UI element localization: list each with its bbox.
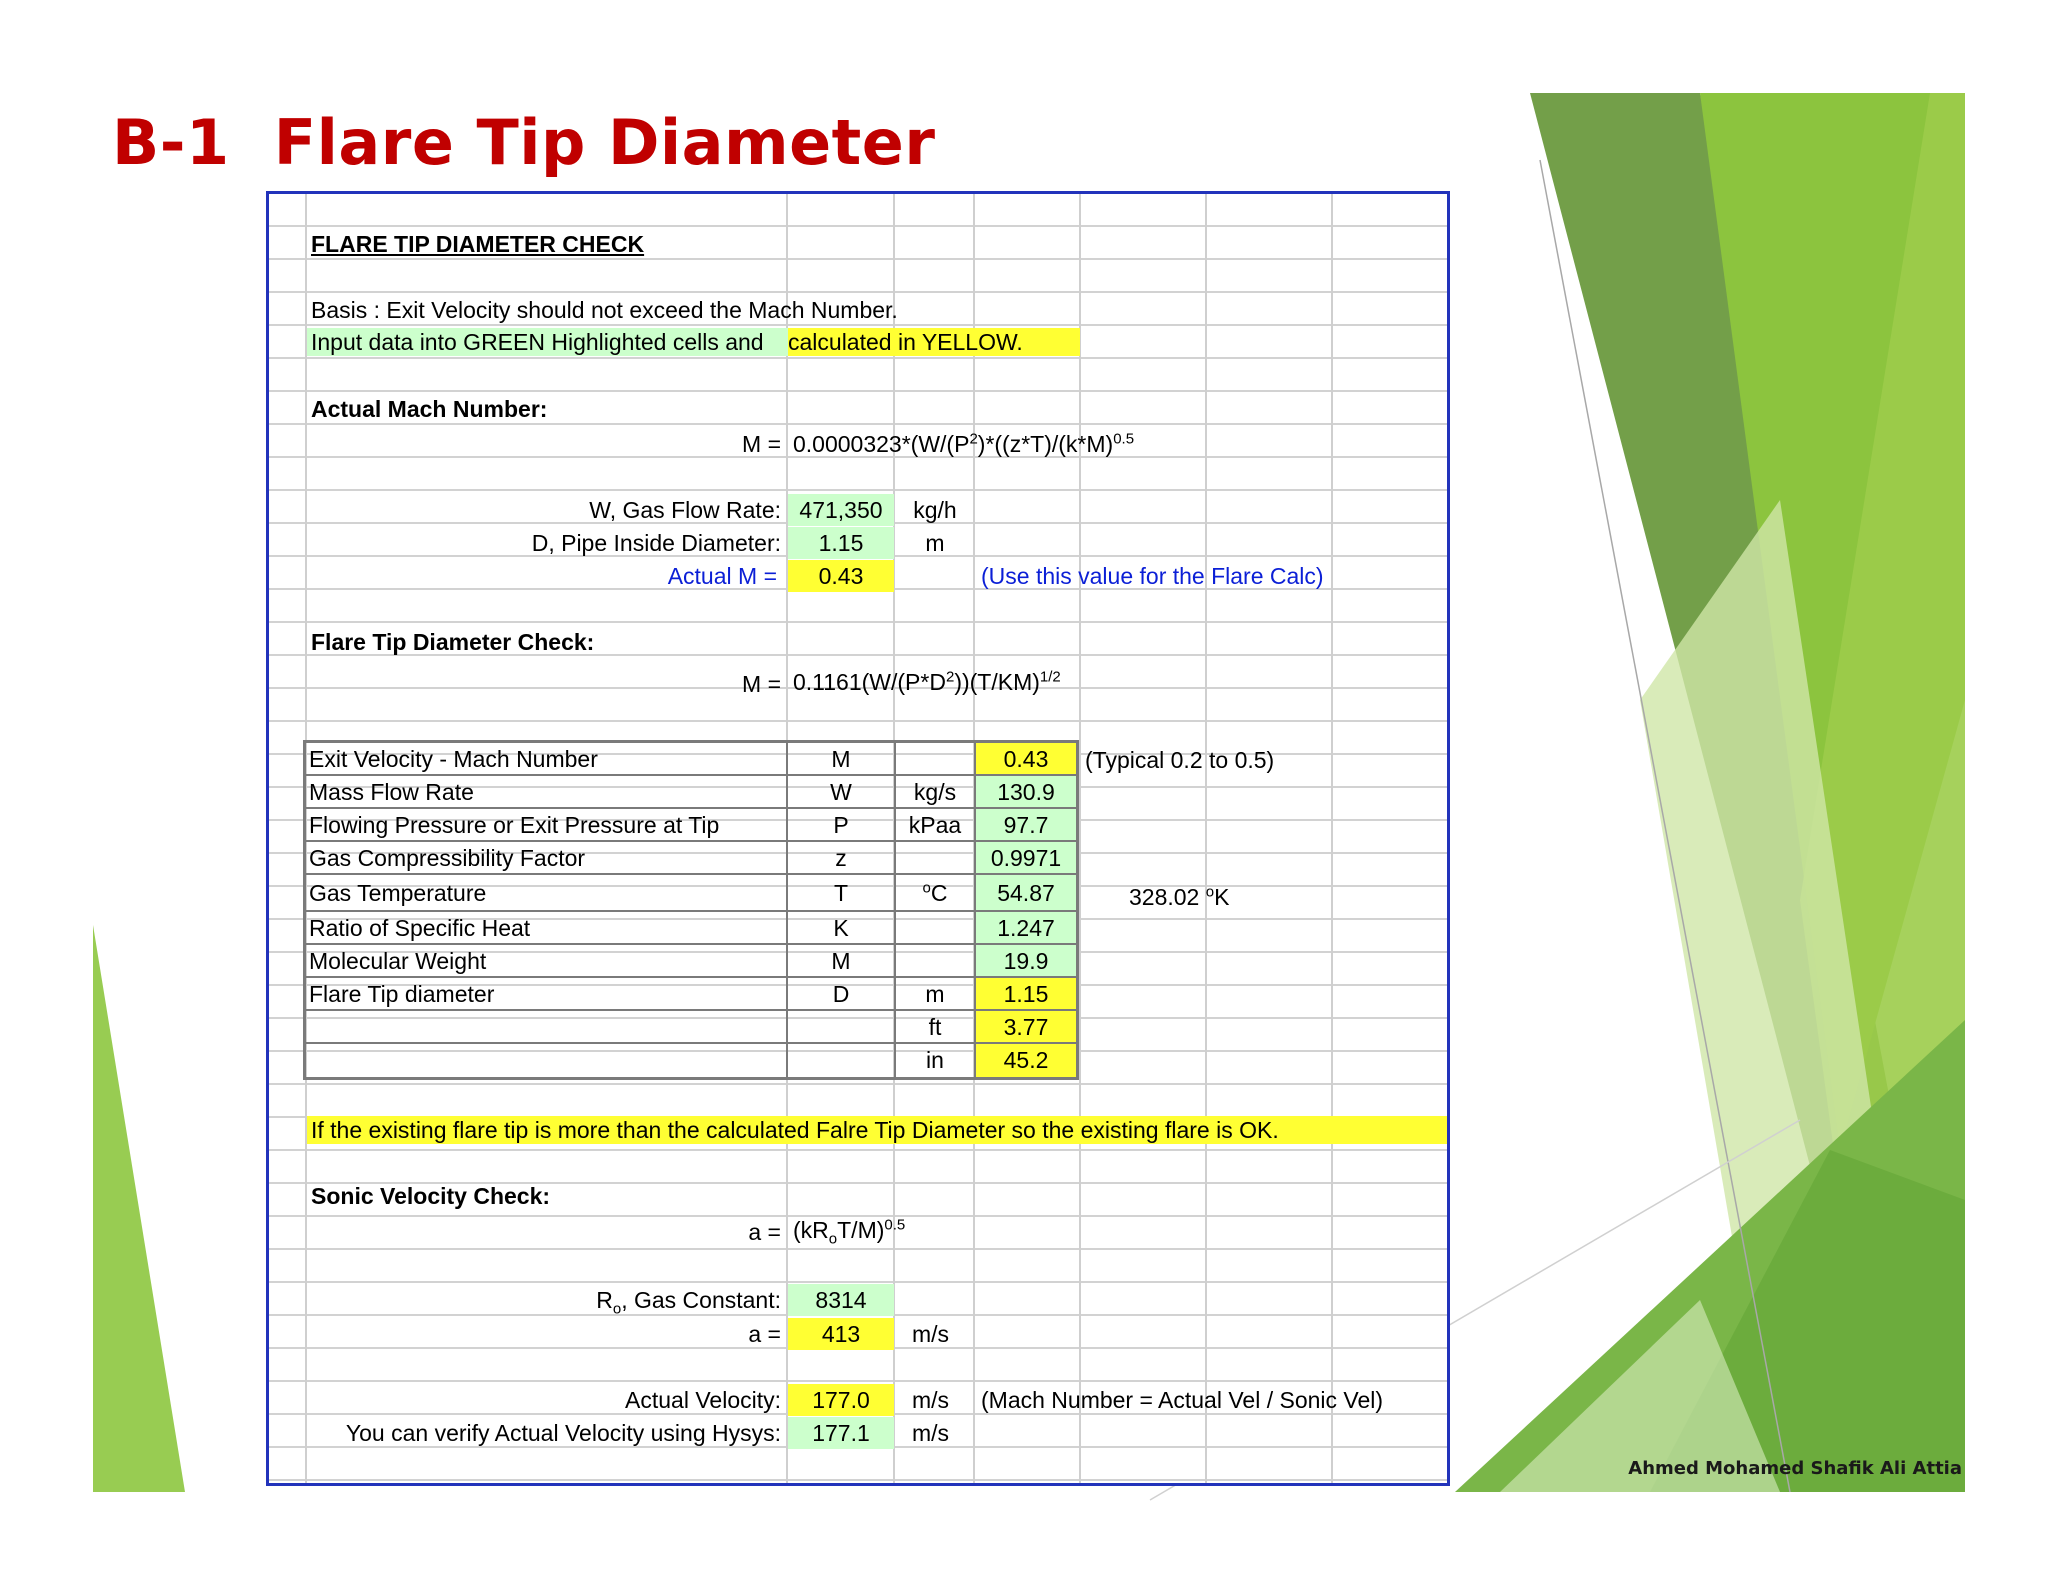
table-row [306,912,1076,945]
table-cell-value[interactable]: 97.7 [976,809,1076,840]
eq-part: (kR [793,1217,829,1243]
flare-tip-table [303,740,1079,1080]
eq-part: T/M) [837,1217,885,1243]
left-green-triangle [93,925,185,1492]
actual-velocity-note: (Mach Number = Actual Vel / Sonic Vel) [981,1387,1384,1413]
label-part: , Gas Constant: [621,1287,781,1313]
actual-m-note: (Use this value for the Flare Calc) [981,563,1324,589]
table-cell-name [306,1011,788,1042]
eq-sup: 0.5 [1113,430,1135,448]
table-cell-value: 0.43 [976,743,1076,774]
table-cell-unit: m [896,978,976,1009]
gas-constant-label [369,1286,781,1318]
table-cell-name: Flowing Pressure or Exit Pressure at Tip [306,809,788,840]
table-cell-name: Gas Compressibility Factor [306,842,788,873]
table-cell-unit [896,842,976,873]
eq-sup: 0.5 [884,1216,906,1234]
author-name: Ahmed Mohamed Shafik Ali Attia [1628,1458,1962,1479]
table-cell-symbol: P [788,809,896,840]
table-cell-value: 45.2 [976,1044,1076,1077]
table-cell-unit: in [896,1044,976,1077]
table-cell-unit-degc: $^o$C [896,875,976,910]
actual-m-label: Actual M = [667,563,777,589]
table-row [306,1011,1076,1044]
table-cell-name: Mass Flow Rate [306,776,788,807]
table-cell-symbol: z [788,842,896,873]
eq-sup: 2 [945,668,955,686]
hysys-unit: m/s [912,1420,950,1446]
table-cell-symbol [788,1044,896,1077]
table-cell-unit: ft [896,1011,976,1042]
label-sub: o [612,1300,622,1318]
w-gas-flow-value[interactable]: 471,350 [788,494,894,526]
sheet-header: FLARE TIP DIAMETER CHECK [311,231,645,257]
table-cell-name: Exit Velocity - Mach Number [306,743,788,774]
actual-m-value: 0.43 [788,560,894,592]
table-cell-symbol: T [788,875,896,910]
eq-part: ))(T/KM) [954,669,1040,695]
table-cell-symbol [788,1011,896,1042]
table-cell-symbol: W [788,776,896,807]
table-cell-name: Molecular Weight [306,945,788,976]
sonic-a-label: a = [748,1321,781,1347]
table-cell-value[interactable]: 0.9971 [976,842,1076,873]
sonic-eq-lhs: a = [748,1219,781,1245]
table-cell-unit [896,945,976,976]
tip-check-heading: Flare Tip Diameter Check: [311,629,595,655]
table-row [306,743,1076,776]
sonic-equation [793,1216,906,1248]
w-gas-flow-label: W, Gas Flow Rate: [589,497,781,523]
table-cell-unit [896,743,976,774]
actual-mach-heading: Actual Mach Number: [311,396,548,422]
eq-sup: 2 [969,430,978,448]
temperature-kelvin: 328.02 $^o$K [1129,883,1230,910]
pipe-diameter-value[interactable]: 1.15 [788,527,894,559]
typical-note: (Typical 0.2 to 0.5) [1085,747,1275,773]
table-cell-unit [896,912,976,943]
actual-velocity-label: Actual Velocity: [625,1387,781,1413]
eq-sub: o [828,1230,838,1248]
table-cell-symbol: M [788,945,896,976]
pipe-diameter-label: D, Pipe Inside Diameter: [531,530,781,556]
table-cell-value: 1.15 [976,978,1076,1009]
eq-part: 0.0000323*(W/(P [793,431,970,457]
table-cell-value[interactable]: 130.9 [976,776,1076,807]
actual-velocity-unit: m/s [912,1387,950,1413]
degree-superscript: o [922,879,931,897]
actual-mach-equation [793,430,1134,458]
hysys-value[interactable]: 177.1 [788,1417,894,1449]
input-note-yellow: calculated in YELLOW. [788,328,1080,356]
table-cell-symbol: D [788,978,896,1009]
actual-velocity-value: 177.0 [788,1384,894,1416]
table-row [306,1044,1076,1077]
table-row [306,776,1076,809]
table-cell-name: Gas Temperature [306,875,788,910]
eq-part: )*((z*T)/(k*M) [977,431,1114,457]
table-row [306,978,1076,1011]
table-cell-value[interactable]: 1.247 [976,912,1076,943]
sonic-heading: Sonic Velocity Check: [311,1183,551,1209]
table-cell-unit: kPaa [896,809,976,840]
hysys-label: You can verify Actual Velocity using Hysys: [345,1420,781,1446]
tip-check-eq-lhs: M = [742,671,781,697]
table-cell-name: Flare Tip diameter [306,978,788,1009]
table-cell-name [306,1044,788,1077]
pipe-diameter-unit: m [925,530,945,556]
table-row [306,875,1076,912]
tip-check-equation [793,668,1061,696]
table-cell-unit: kg/s [896,776,976,807]
actual-mach-eq-lhs: M = [742,431,781,457]
slide-title: B-1 Flare Tip Diameter [112,106,936,179]
table-cell-name: Ratio of Specific Heat [306,912,788,943]
sonic-a-value: 413 [788,1318,894,1350]
label-part: R [596,1287,613,1313]
table-cell-symbol: M [788,743,896,774]
table-row [306,809,1076,842]
gas-constant-value[interactable]: 8314 [788,1284,894,1316]
sonic-a-unit: m/s [912,1321,950,1347]
w-gas-flow-unit: kg/h [913,497,957,523]
table-cell-value[interactable]: 54.87 [976,875,1076,910]
temperature-kelvin-value: 328.02 [1129,884,1200,910]
degree-superscript: o [1205,883,1215,901]
eq-part: 0.1161(W/(P*D [793,669,946,695]
table-cell-value[interactable]: 19.9 [976,945,1076,976]
basis-text: Basis : Exit Velocity should not exceed the Mach Number. [311,297,898,323]
table-row [306,842,1076,875]
eq-sup: 1/2 [1039,668,1061,686]
input-note-green: Input data into GREEN Highlighted cells and [307,328,788,356]
table-row [306,945,1076,978]
conclusion-note: If the existing flare tip is more than the calculated Falre Tip Diameter so the existing flare is OK. [307,1116,1450,1144]
spreadsheet-area [266,191,1450,1486]
table-cell-value: 3.77 [976,1011,1076,1042]
table-cell-symbol: K [788,912,896,943]
